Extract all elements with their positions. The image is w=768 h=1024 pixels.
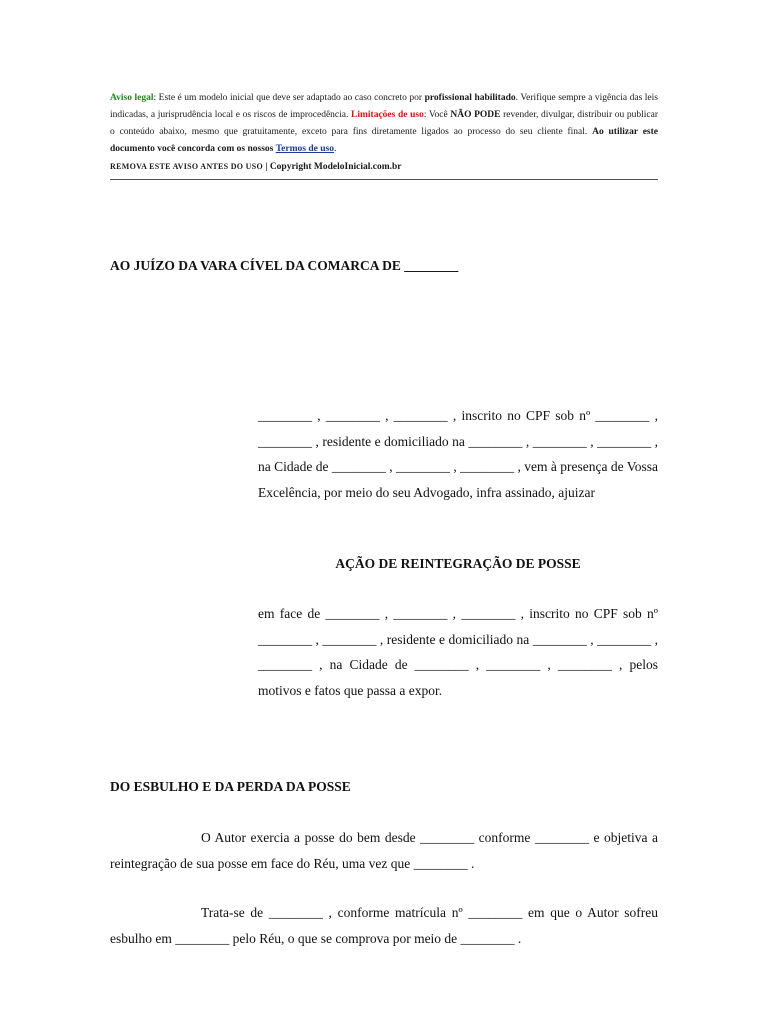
section-title: DO ESBULHO E DA PERDA DA POSSE [110,779,351,794]
defendant-qualification: em face de ________ , ________ , ________ , inscrito no CPF sob nº ________ , ________ , residente e domiciliado na ________ , ________ , ________ , na Cidade de ________ , ________ , ________ , pelos motivos e fatos que passa a expor. [258,606,658,698]
notice-limitacoes-label: Limitações de uso [351,110,424,120]
court-heading: AO JUÍZO DA VARA CÍVEL DA COMARCA DE ________ [110,258,459,273]
paragraph-possession: O Autor exercia a posse do bem desde ________ conforme ________ e objetiva a reintegração de sua posse em face do Réu, uma vez que ________ . [110,830,658,871]
notice-text-1: : Este é um modelo inicial que deve ser adaptado ao caso concreto por [153,93,425,103]
notice-text-2: . Verifique sempre a vigência das leis indicadas, a jurisprudência local e os riscos de improcedência. [110,93,658,120]
plaintiff-qualification: ________ , ________ , ________ , inscrito no CPF sob nº ________ , ________ , residente e domiciliado na ________ , ________ , ________ , na Cidade de ________ , ________ , ________ , vem à presença de Vossa Excelência, por meio do seu Advogado, infra assinado, ajuizar [258,408,658,500]
notice-remove-line: REMOVA ESTE AVISO ANTES DO USO [110,162,263,171]
notice-bold-2: NÃO PODE [450,110,501,120]
notice-aviso-label: Aviso legal [110,93,154,103]
notice-bold-3: Ao utilizar este documento você concorda com os nossos [110,127,659,154]
divider-line [110,179,658,180]
notice-bold-1: profissional habilitado [424,93,516,103]
notice-text-3: : Você [423,110,451,120]
action-title: AÇÃO DE REINTEGRAÇÃO DE POSSE [335,556,581,571]
paragraph-esbulho: Trata-se de ________ , conforme matrícula nº ________ em que o Autor sofreu esbulho em ________ pelo Réu, o que se comprova por meio de ________ . [110,905,658,946]
legal-notice: Aviso legal: Este é um modelo inicial que deve ser adaptado ao caso concreto por profissional habilitado. Verifique sempre a vigência das leis indicadas, a jurisprudência local e os riscos de improcedência. Limitações de uso: Você NÃO PODE revender, divulgar, distribuir ou publicar o conteúdo abaixo, mesmo que gratuitamente, exceto para fins diretamente ligados ao processo do seu cliente final. Ao utilizar este documento você concorda com os nossos Termos de uso. REMOVA ESTE AVISO ANTES DO USO | Copyright ModeloInicial.com.br [110,93,659,172]
notice-text-4: revender, divulgar, distribuir ou publicar o conteúdo abaixo, mesmo que gratuitamente, exceto para fins diretamente ligados ao processo do seu cliente final. [110,110,658,137]
notice-copyright: | Copyright ModeloInicial.com.br [262,162,402,172]
terms-of-use-link[interactable]: Termos de uso [275,144,334,154]
